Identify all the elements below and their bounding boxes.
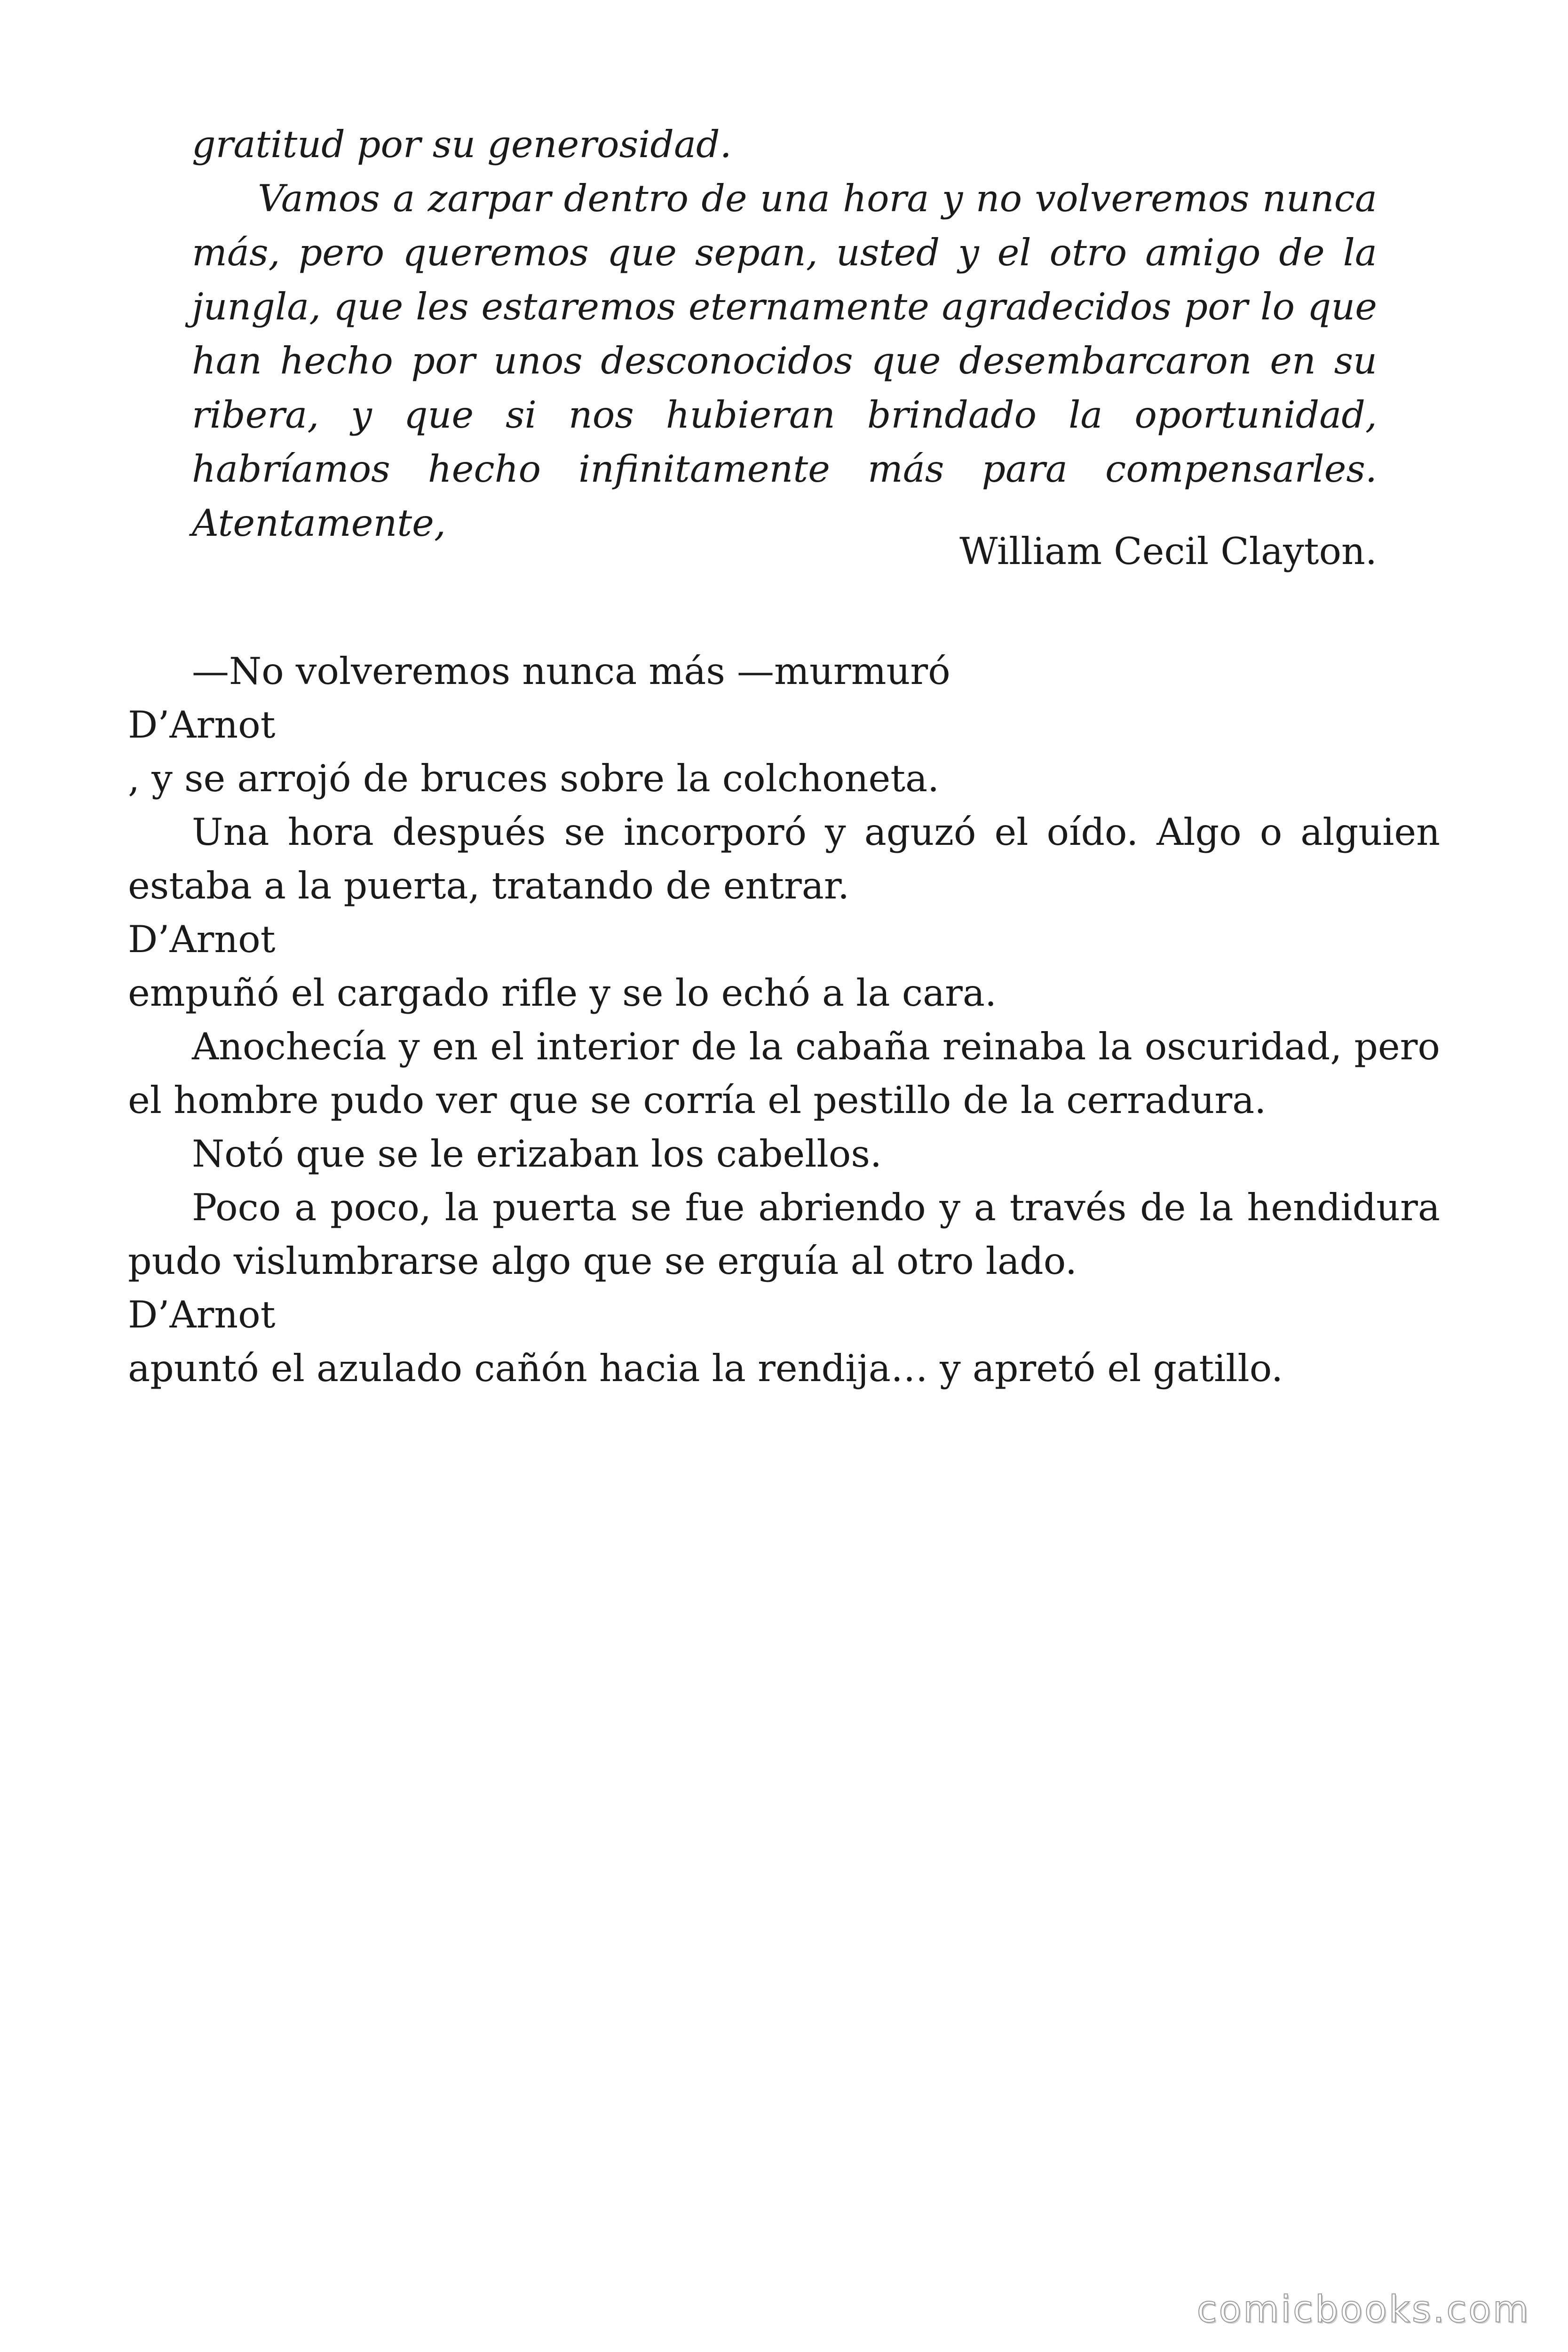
paragraph: , y se arrojó de bruces sobre la colchoneta.: [128, 757, 940, 800]
paragraph: empuñó el cargado rifle y se lo echó a la cara.: [128, 971, 997, 1015]
paragraph: Notó que se le erizaban los cabellos.: [192, 1132, 882, 1176]
paragraph: —No volveremos nunca más —murmuró: [192, 650, 950, 693]
paragraph: D’Arnot: [128, 1293, 276, 1336]
paragraph: D’Arnot: [128, 703, 276, 747]
paragraph: Poco a poco, la puerta se fue abriendo y a través de la hendidura pudo vislumbrarse algo que se erguía al otro lado.: [128, 1186, 1440, 1283]
letter-line: gratitud por su generosidad.: [192, 123, 732, 166]
paragraph: Una hora después se incorporó y aguzó el oído. Algo o alguien estaba a la puerta, tratando de entrar.: [128, 810, 1440, 907]
paragraph: D’Arnot: [128, 918, 276, 961]
body-text: [128, 644, 1440, 1395]
watermark: comicbooks.com: [1196, 2288, 1530, 2331]
letter-block: [192, 118, 1377, 550]
letter-paragraph: Vamos a zarpar dentro de una hora y no volveremos nunca más, pero queremos que sepan, usted y el otro amigo de la jungla, que les estaremos eternamente agradecidos por lo que han hecho por unos desconocidos que desembarcaron en su ribera, y que si nos hubieran brindado la oportunidad, habríamos hecho infinitamente más para compensarles. Atentamente,: [192, 177, 1377, 545]
letter-signature: William Cecil Clayton.: [959, 530, 1377, 573]
paragraph: Anochecía y en el interior de la cabaña reinaba la oscuridad, pero el hombre pudo ver que se corría el pestillo de la cerradura.: [128, 1025, 1440, 1122]
paragraph: apuntó el azulado cañón hacia la rendija… y apretó el gatillo.: [128, 1347, 1283, 1390]
